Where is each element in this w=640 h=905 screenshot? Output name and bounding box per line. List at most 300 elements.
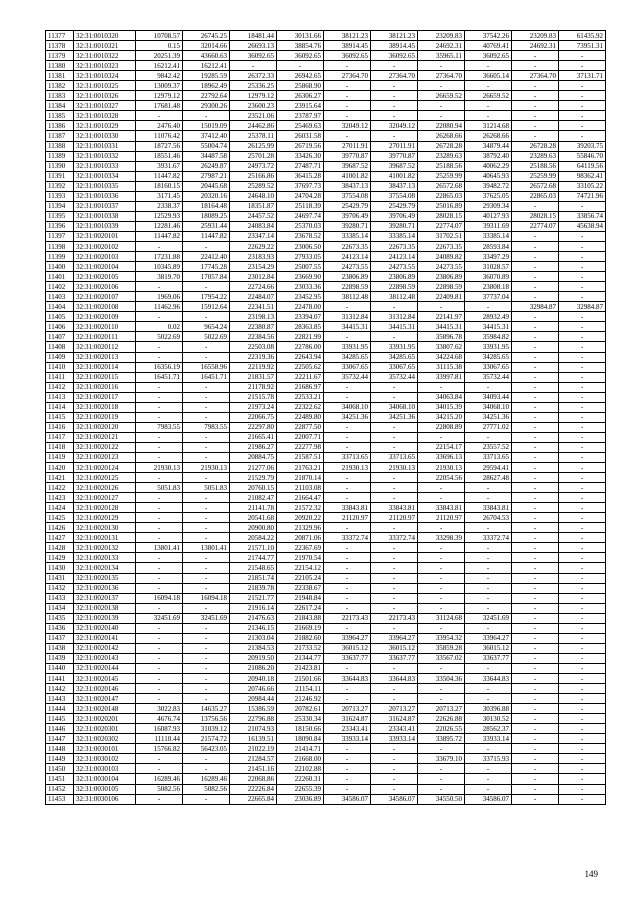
table-cell: 26572.68 bbox=[418, 181, 465, 191]
table-cell: - bbox=[183, 282, 230, 292]
table-cell: - bbox=[183, 684, 230, 694]
table-cell: 3819.70 bbox=[136, 272, 183, 282]
table-cell: 37554.08 bbox=[371, 191, 418, 201]
table-row bbox=[46, 362, 606, 372]
table-cell: 33933.14 bbox=[371, 734, 418, 744]
table-cell: 21665.41 bbox=[230, 432, 277, 442]
table-cell: 17231.88 bbox=[136, 252, 183, 262]
table-cell: 34251.36 bbox=[324, 412, 371, 422]
table-cell: - bbox=[465, 573, 512, 583]
table-cell: 32:31:0030102 bbox=[74, 754, 136, 764]
table-cell: - bbox=[418, 382, 465, 392]
table-cell: 27364.70 bbox=[418, 71, 465, 81]
table-cell: 11440 bbox=[46, 663, 74, 673]
table-cell: 34415.31 bbox=[324, 322, 371, 332]
table-cell: 21870.14 bbox=[277, 473, 324, 483]
table-cell: 22617.24 bbox=[277, 603, 324, 613]
table-cell: 32:31:0020125 bbox=[74, 473, 136, 483]
table-cell: 32:31:0020302 bbox=[74, 734, 136, 744]
table-cell: 32:31:0020124 bbox=[74, 463, 136, 473]
table-cell: 11395 bbox=[46, 211, 74, 221]
table-row bbox=[46, 452, 606, 462]
table-cell: - bbox=[183, 412, 230, 422]
table-cell: 40645.93 bbox=[465, 171, 512, 181]
table-cell: 20713.27 bbox=[418, 704, 465, 714]
table-cell: 16139.51 bbox=[230, 734, 277, 744]
table-cell: - bbox=[559, 643, 606, 653]
table-cell: - bbox=[418, 553, 465, 563]
table-cell: - bbox=[371, 483, 418, 493]
table-cell: 24273.55 bbox=[418, 262, 465, 272]
table-cell: - bbox=[183, 432, 230, 442]
table-cell: - bbox=[324, 91, 371, 101]
table-cell: - bbox=[371, 61, 418, 71]
table-cell: - bbox=[183, 493, 230, 503]
table-cell: 23915.64 bbox=[277, 101, 324, 111]
table-cell: 23669.90 bbox=[277, 272, 324, 282]
table-cell: 20713.27 bbox=[324, 704, 371, 714]
table-cell: 22724.66 bbox=[230, 282, 277, 292]
table-cell: 21843.88 bbox=[277, 613, 324, 623]
table-cell: - bbox=[324, 61, 371, 71]
table-cell: 11435 bbox=[46, 613, 74, 623]
table-cell: 7983.55 bbox=[183, 422, 230, 432]
table-cell: - bbox=[559, 724, 606, 734]
table-cell: 34586.07 bbox=[465, 794, 512, 804]
table-row bbox=[46, 151, 606, 161]
table-cell: - bbox=[559, 653, 606, 663]
table-cell: 21970.54 bbox=[277, 553, 324, 563]
table-cell: 11398 bbox=[46, 241, 74, 251]
table-cell: - bbox=[559, 774, 606, 784]
table-cell: 22007.71 bbox=[277, 432, 324, 442]
table-cell: - bbox=[324, 744, 371, 754]
table-cell: 25336.25 bbox=[230, 81, 277, 91]
table-cell: 20584.22 bbox=[230, 533, 277, 543]
table-cell: - bbox=[559, 684, 606, 694]
table-cell: 32:31:0010330 bbox=[74, 131, 136, 141]
table-cell: - bbox=[559, 553, 606, 563]
table-cell: 31702.51 bbox=[418, 231, 465, 241]
table-cell: - bbox=[183, 442, 230, 452]
table-cell: - bbox=[418, 583, 465, 593]
table-cell: 32:31:0010336 bbox=[74, 191, 136, 201]
table-cell: 21277.06 bbox=[230, 463, 277, 473]
table-cell: - bbox=[183, 392, 230, 402]
table-cell: - bbox=[418, 61, 465, 71]
table-cell: 21414.71 bbox=[277, 744, 324, 754]
table-row bbox=[46, 201, 606, 211]
table-cell: 22338.67 bbox=[277, 583, 324, 593]
table-cell: 32:31:0020146 bbox=[74, 684, 136, 694]
table-cell: 22774.07 bbox=[418, 221, 465, 231]
table-cell: 22319.36 bbox=[230, 352, 277, 362]
table-row bbox=[46, 161, 606, 171]
table-cell: 56423.05 bbox=[183, 744, 230, 754]
table-cell: 32984.87 bbox=[512, 302, 559, 312]
table-cell: - bbox=[512, 734, 559, 744]
table-cell: 21664.47 bbox=[277, 493, 324, 503]
table-row bbox=[46, 503, 606, 513]
table-row bbox=[46, 262, 606, 272]
table-cell: 32984.87 bbox=[559, 302, 606, 312]
table-cell: 25016.89 bbox=[418, 201, 465, 211]
table-cell: - bbox=[465, 774, 512, 784]
table-cell: 33637.77 bbox=[371, 653, 418, 663]
table-cell: - bbox=[136, 754, 183, 764]
table-cell: 23806.89 bbox=[324, 272, 371, 282]
table-cell: 21930.13 bbox=[371, 463, 418, 473]
table-cell: - bbox=[559, 81, 606, 91]
table-cell: - bbox=[324, 583, 371, 593]
table-cell: 32:31:0020107 bbox=[74, 292, 136, 302]
table-cell: 33843.81 bbox=[465, 503, 512, 513]
table-cell: 26268.66 bbox=[465, 131, 512, 141]
table-cell: 35732.44 bbox=[465, 372, 512, 382]
table-cell: 27771.02 bbox=[465, 422, 512, 432]
table-cell: - bbox=[371, 553, 418, 563]
table-cell: 39311.69 bbox=[465, 221, 512, 231]
table-cell: 26728.28 bbox=[512, 141, 559, 151]
table-cell: - bbox=[418, 81, 465, 91]
table-cell: - bbox=[371, 764, 418, 774]
table-cell: 32:31:0020143 bbox=[74, 653, 136, 663]
table-cell: 32:31:0030106 bbox=[74, 794, 136, 804]
table-cell: 32:31:0020128 bbox=[74, 503, 136, 513]
table-cell: 20541.68 bbox=[230, 513, 277, 523]
table-cell: 21851.74 bbox=[230, 573, 277, 583]
table-cell: 32:31:0020122 bbox=[74, 442, 136, 452]
table-cell: 11413 bbox=[46, 392, 74, 402]
table-cell: 20251.39 bbox=[136, 51, 183, 61]
table-cell: - bbox=[512, 533, 559, 543]
table-cell: 32:31:0020148 bbox=[74, 704, 136, 714]
table-cell: - bbox=[418, 432, 465, 442]
table-cell: 23600.23 bbox=[230, 101, 277, 111]
table-cell: 18089.25 bbox=[183, 211, 230, 221]
table-cell: - bbox=[371, 603, 418, 613]
table-cell: 13801.41 bbox=[136, 543, 183, 553]
table-cell: - bbox=[324, 473, 371, 483]
table-cell: 27011.91 bbox=[371, 141, 418, 151]
table-cell: 11416 bbox=[46, 422, 74, 432]
table-cell: 32:31:0010326 bbox=[74, 91, 136, 101]
table-cell: 21839.78 bbox=[230, 583, 277, 593]
table-cell: 11436 bbox=[46, 623, 74, 633]
table-row bbox=[46, 322, 606, 332]
table-cell: 26942.65 bbox=[277, 71, 324, 81]
table-cell: 29300.26 bbox=[183, 101, 230, 111]
table-row bbox=[46, 191, 606, 201]
table-cell: 35896.78 bbox=[418, 332, 465, 342]
table-cell: 25378.11 bbox=[230, 131, 277, 141]
table-cell: 22068.86 bbox=[230, 774, 277, 784]
table-cell: 37697.73 bbox=[277, 181, 324, 191]
table-row bbox=[46, 463, 606, 473]
table-cell: - bbox=[418, 483, 465, 493]
table-cell: 20320.16 bbox=[183, 191, 230, 201]
table-cell: - bbox=[465, 61, 512, 71]
table-cell: 11462.96 bbox=[136, 302, 183, 312]
table-cell: 25429.79 bbox=[324, 201, 371, 211]
table-row bbox=[46, 121, 606, 131]
table-cell: - bbox=[559, 362, 606, 372]
table-cell: 33713.65 bbox=[371, 452, 418, 462]
table-cell: 22673.35 bbox=[371, 241, 418, 251]
table-cell: 22629.22 bbox=[230, 241, 277, 251]
table-cell: 38121.23 bbox=[324, 31, 371, 41]
table-cell: 19285.59 bbox=[183, 71, 230, 81]
table-cell: - bbox=[559, 241, 606, 251]
table-cell: - bbox=[371, 473, 418, 483]
table-cell: 21178.92 bbox=[230, 382, 277, 392]
table-row bbox=[46, 684, 606, 694]
table-cell: 39706.49 bbox=[324, 211, 371, 221]
table-cell: 24697.74 bbox=[277, 211, 324, 221]
table-cell: 32:31:0020118 bbox=[74, 402, 136, 412]
table-cell: 27987.21 bbox=[183, 171, 230, 181]
table-cell: 0.15 bbox=[136, 41, 183, 51]
table-cell: 31028.57 bbox=[465, 262, 512, 272]
table-cell: - bbox=[559, 623, 606, 633]
table-cell: 21763.21 bbox=[277, 463, 324, 473]
table-cell: 32:31:0010337 bbox=[74, 201, 136, 211]
table-cell: 33964.27 bbox=[465, 633, 512, 643]
table-cell: 22673.35 bbox=[324, 241, 371, 251]
table-cell: 33372.74 bbox=[324, 533, 371, 543]
table-cell: - bbox=[559, 432, 606, 442]
table-cell: 25931.44 bbox=[183, 221, 230, 231]
table-cell: 20920.22 bbox=[277, 513, 324, 523]
table-cell: 33964.27 bbox=[324, 633, 371, 643]
table-row bbox=[46, 674, 606, 684]
table-cell: - bbox=[465, 553, 512, 563]
table-cell: 22260.31 bbox=[277, 774, 324, 784]
table-cell: - bbox=[324, 603, 371, 613]
table-cell: - bbox=[136, 533, 183, 543]
table-cell: - bbox=[559, 694, 606, 704]
table-cell: 22380.87 bbox=[230, 322, 277, 332]
table-cell: - bbox=[465, 684, 512, 694]
table-cell: - bbox=[559, 312, 606, 322]
table-cell: 22655.39 bbox=[277, 784, 324, 794]
table-cell: - bbox=[559, 91, 606, 101]
table-cell: - bbox=[136, 432, 183, 442]
table-cell: 32451.69 bbox=[136, 613, 183, 623]
table-cell: 25259.99 bbox=[512, 171, 559, 181]
table-cell: 34063.84 bbox=[418, 392, 465, 402]
table-cell: 32:31:0020109 bbox=[74, 312, 136, 322]
table-cell: - bbox=[512, 312, 559, 322]
table-cell: 32451.69 bbox=[465, 613, 512, 623]
table-cell: 25289.52 bbox=[230, 181, 277, 191]
table-row bbox=[46, 704, 606, 714]
table-cell: 32:31:0030101 bbox=[74, 744, 136, 754]
table-cell: 22384.56 bbox=[230, 332, 277, 342]
table-cell: 35732.44 bbox=[371, 372, 418, 382]
table-row bbox=[46, 603, 606, 613]
table-cell: 39280.71 bbox=[371, 221, 418, 231]
table-cell: 20713.27 bbox=[371, 704, 418, 714]
table-cell: - bbox=[512, 674, 559, 684]
table-row bbox=[46, 231, 606, 241]
table-cell: 21154.11 bbox=[277, 684, 324, 694]
table-cell: 22066.75 bbox=[230, 412, 277, 422]
table-cell: 34068.10 bbox=[465, 402, 512, 412]
table-cell: 10708.57 bbox=[136, 31, 183, 41]
table-cell: 21086.20 bbox=[230, 663, 277, 673]
table-cell: 32:31:0010335 bbox=[74, 181, 136, 191]
table-cell: 11431 bbox=[46, 573, 74, 583]
table-cell: 24273.55 bbox=[324, 262, 371, 272]
table-cell: - bbox=[136, 282, 183, 292]
table-row bbox=[46, 784, 606, 794]
table-cell: 22102.88 bbox=[277, 764, 324, 774]
table-cell: 21529.79 bbox=[230, 473, 277, 483]
table-cell: 34879.44 bbox=[465, 141, 512, 151]
table-cell: 40127.93 bbox=[465, 211, 512, 221]
table-cell: - bbox=[559, 101, 606, 111]
table-cell: - bbox=[512, 272, 559, 282]
table-row bbox=[46, 442, 606, 452]
table-cell: 23557.52 bbox=[465, 442, 512, 452]
table-row bbox=[46, 754, 606, 764]
table-cell: 26268.66 bbox=[418, 131, 465, 141]
table-cell: - bbox=[324, 553, 371, 563]
table-cell: - bbox=[324, 131, 371, 141]
table-cell: 26031.58 bbox=[277, 131, 324, 141]
table-cell: 37412.40 bbox=[183, 131, 230, 141]
table-cell: 26704.53 bbox=[465, 513, 512, 523]
table-cell: - bbox=[371, 91, 418, 101]
table-cell: - bbox=[512, 744, 559, 754]
table-cell: 17954.22 bbox=[183, 292, 230, 302]
table-cell: 22898.59 bbox=[324, 282, 371, 292]
table-cell: 28562.37 bbox=[465, 724, 512, 734]
table-cell: 26693.13 bbox=[230, 41, 277, 51]
table-cell: 36015.12 bbox=[371, 643, 418, 653]
table-cell: - bbox=[324, 392, 371, 402]
table-cell: - bbox=[512, 231, 559, 241]
table-cell: 36605.14 bbox=[465, 71, 512, 81]
table-cell: 22367.69 bbox=[277, 543, 324, 553]
table-cell: 15766.82 bbox=[136, 744, 183, 754]
table-cell: 11403 bbox=[46, 292, 74, 302]
table-cell: 11425 bbox=[46, 513, 74, 523]
table-cell: 32:31:0030103 bbox=[74, 764, 136, 774]
table-cell: 22503.08 bbox=[230, 342, 277, 352]
table-cell: 33497.29 bbox=[465, 252, 512, 262]
table-cell: 21384.53 bbox=[230, 643, 277, 653]
table-cell: - bbox=[136, 684, 183, 694]
table-cell: 32451.69 bbox=[183, 613, 230, 623]
table-cell: - bbox=[512, 774, 559, 784]
table-cell: 20919.50 bbox=[230, 653, 277, 663]
table-row bbox=[46, 523, 606, 533]
table-cell: - bbox=[512, 61, 559, 71]
table-cell: - bbox=[183, 643, 230, 653]
table-cell: 27364.70 bbox=[324, 71, 371, 81]
table-cell: 20871.06 bbox=[277, 533, 324, 543]
table-cell: 28593.84 bbox=[465, 241, 512, 251]
table-cell: 32:31:0020147 bbox=[74, 694, 136, 704]
table-cell: 32:31:0020114 bbox=[74, 362, 136, 372]
table-cell: 18150.66 bbox=[277, 724, 324, 734]
table-cell: - bbox=[183, 533, 230, 543]
table-cell: - bbox=[559, 583, 606, 593]
table-cell: 11421 bbox=[46, 473, 74, 483]
table-cell: 22626.88 bbox=[418, 714, 465, 724]
table-cell: 20782.61 bbox=[277, 704, 324, 714]
table-cell: 35984.82 bbox=[465, 332, 512, 342]
table-cell: 33067.65 bbox=[371, 362, 418, 372]
table-row bbox=[46, 332, 606, 342]
table-cell: 32049.12 bbox=[371, 121, 418, 131]
table-cell: 13801.41 bbox=[183, 543, 230, 553]
table-cell: - bbox=[559, 392, 606, 402]
table-cell: - bbox=[136, 583, 183, 593]
table-cell: - bbox=[324, 573, 371, 583]
table-cell: - bbox=[371, 573, 418, 583]
table-cell: - bbox=[512, 503, 559, 513]
table-cell: 26719.56 bbox=[277, 141, 324, 151]
table-cell: - bbox=[418, 573, 465, 583]
table-cell: 11412 bbox=[46, 382, 74, 392]
table-cell: 22665.84 bbox=[230, 794, 277, 804]
table-cell: 33567.02 bbox=[418, 653, 465, 663]
table-row bbox=[46, 724, 606, 734]
table-cell: - bbox=[559, 633, 606, 643]
table-row bbox=[46, 141, 606, 151]
table-cell: 22105.24 bbox=[277, 573, 324, 583]
table-cell: 32:31:0010320 bbox=[74, 31, 136, 41]
table-cell: 21501.66 bbox=[277, 674, 324, 684]
table-cell: 33637.77 bbox=[324, 653, 371, 663]
table-cell: 32:31:0010331 bbox=[74, 141, 136, 151]
table-cell: - bbox=[183, 473, 230, 483]
table-cell: 21141.78 bbox=[230, 503, 277, 513]
table-cell: - bbox=[512, 523, 559, 533]
table-cell: - bbox=[418, 694, 465, 704]
table-cell: 25188.56 bbox=[418, 161, 465, 171]
table-cell: 23452.95 bbox=[277, 292, 324, 302]
table-cell: 26125.99 bbox=[230, 141, 277, 151]
table-cell: 38854.76 bbox=[277, 41, 324, 51]
table-cell: - bbox=[136, 764, 183, 774]
table-cell: - bbox=[512, 794, 559, 804]
table-cell: - bbox=[465, 784, 512, 794]
table-cell: 37542.26 bbox=[465, 31, 512, 41]
table-cell: 12979.12 bbox=[230, 91, 277, 101]
table-row bbox=[46, 764, 606, 774]
table-cell: 38437.13 bbox=[371, 181, 418, 191]
table-cell: - bbox=[371, 382, 418, 392]
table-cell: - bbox=[559, 452, 606, 462]
table-cell: 11432 bbox=[46, 583, 74, 593]
table-cell: 33931.95 bbox=[465, 342, 512, 352]
table-cell: - bbox=[512, 724, 559, 734]
table-cell: - bbox=[559, 231, 606, 241]
table-row bbox=[46, 302, 606, 312]
table-cell: 33298.39 bbox=[418, 533, 465, 543]
table-cell: 33843.81 bbox=[324, 503, 371, 513]
table-cell: - bbox=[371, 493, 418, 503]
table-cell: - bbox=[465, 563, 512, 573]
table-cell: - bbox=[559, 784, 606, 794]
table-cell: - bbox=[465, 583, 512, 593]
table-cell: - bbox=[559, 463, 606, 473]
table-cell: 30131.66 bbox=[277, 31, 324, 41]
